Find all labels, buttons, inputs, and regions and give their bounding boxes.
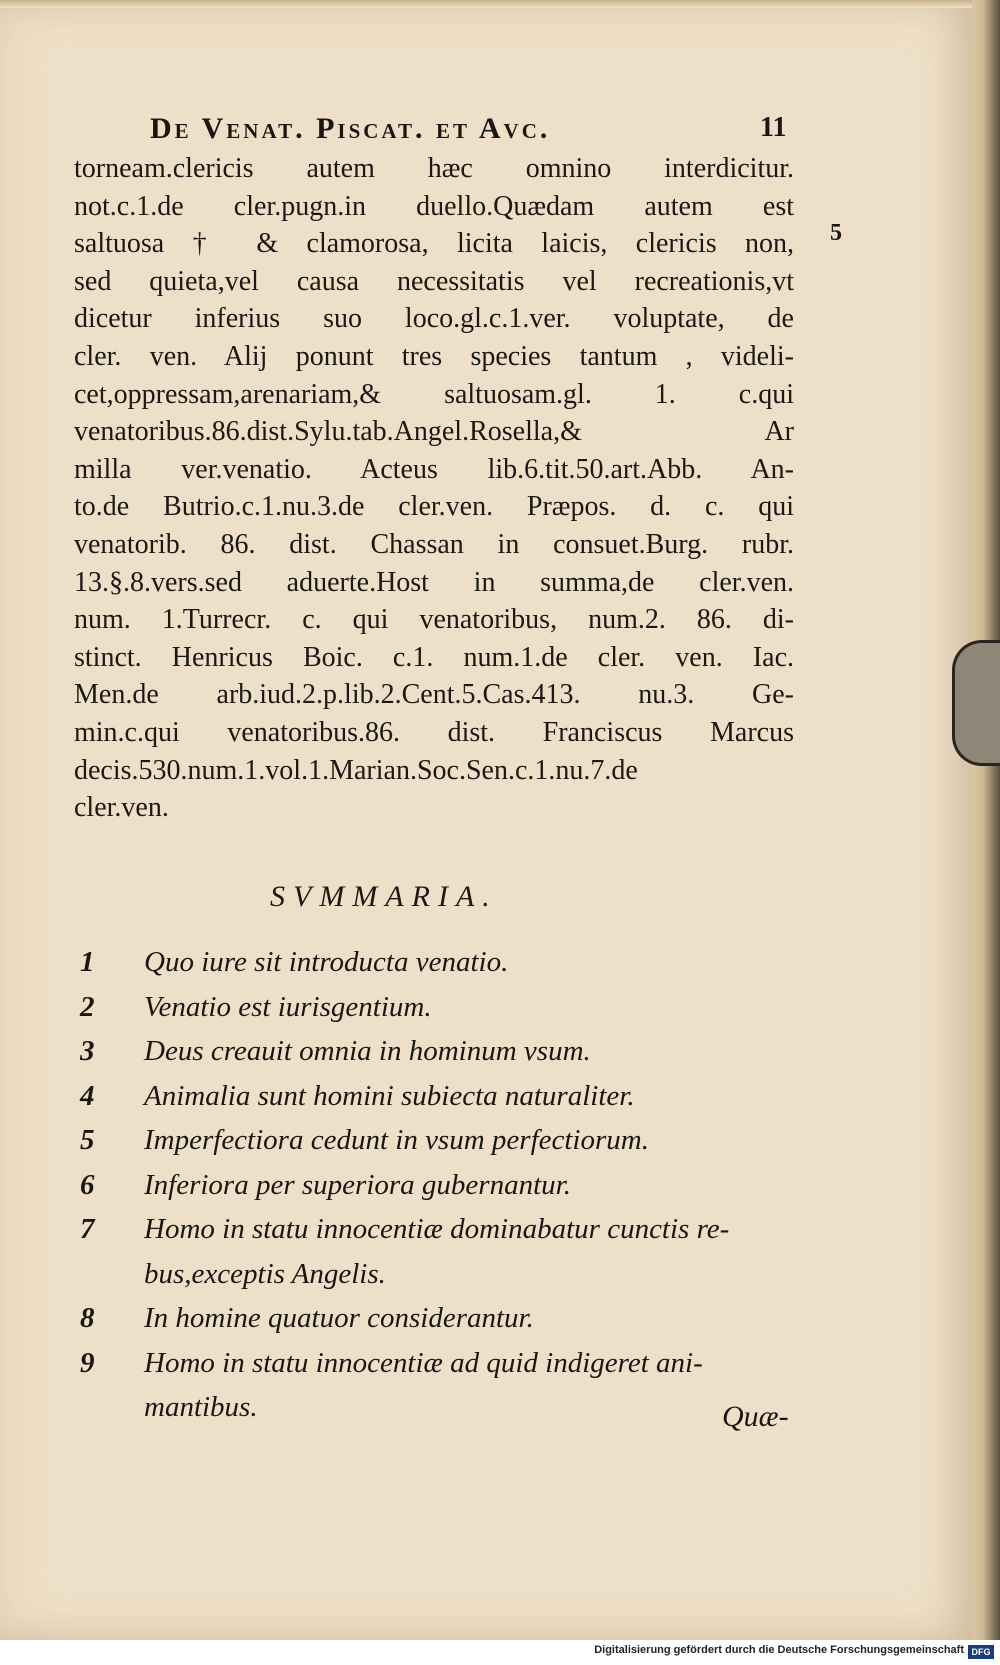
- text-line: decis.530.num.1.vol.1.Marian.Soc.Sen.c.1.nu.7.de: [74, 754, 638, 786]
- summary-item-number: 9: [80, 1346, 95, 1379]
- text-line: Men.de arb.iud.2.p.lib.2.Cent.5.Cas.413. nu.3. Ge-: [74, 679, 794, 711]
- summary-item: [80, 1207, 800, 1252]
- dfg-logo-icon: DFG: [968, 1645, 994, 1659]
- summary-item-number: 4: [80, 1079, 95, 1112]
- text-line: num. 1.Turrecr. c. qui venatoribus, num.2. 86. di-: [74, 604, 794, 636]
- summary-item-number: 6: [80, 1168, 95, 1201]
- summary-item: [80, 940, 800, 985]
- text-line: cler.ven.: [74, 792, 169, 824]
- summary-item: [80, 1074, 800, 1119]
- funding-credit: Digitalisierung gefördert durch die Deutsche Forschungsgemeinschaft: [594, 1644, 964, 1656]
- summary-item: [80, 1341, 800, 1386]
- page-fore-edge: [972, 0, 1000, 1640]
- text-line: stinct. Henricus Boic. c.1. num.1.de cler. ven. Iac.: [74, 641, 794, 673]
- summary-item-text: mantibus.: [144, 1391, 258, 1423]
- text-line: 13.§.8.vers.sed aduerte.Host in summa,de cler.ven.: [74, 566, 794, 598]
- summary-item-number: 2: [80, 990, 95, 1023]
- text-line: min.c.qui venatoribus.86. dist. Franciscus Marcus: [74, 716, 794, 748]
- summary-item: [80, 1163, 800, 1208]
- text-line: torneam.clericis autem hæc omnino interdicitur.: [74, 153, 794, 184]
- summary-item-text: Inferiora per superiora gubernantur.: [144, 1168, 571, 1201]
- summary-item-text: Imperfectiora cedunt in vsum perfectiorum.: [144, 1124, 649, 1156]
- text-line: venatorib. 86. dist. Chassan in consuet.Burg. rubr.: [74, 528, 794, 560]
- summary-item-number: 3: [80, 1035, 95, 1067]
- summary-item-text: Quo iure sit introducta venatio.: [144, 946, 509, 978]
- summary-item-text: In homine quatuor considerantur.: [144, 1302, 534, 1334]
- running-title: De Venat. Piscat. et Avc.: [150, 112, 551, 145]
- summary-heading: SVMMARIA.: [270, 880, 498, 913]
- folio-number: 11: [760, 112, 787, 143]
- marginal-note: 5: [830, 220, 842, 246]
- summary-list: [80, 940, 800, 1430]
- summary-item: [80, 1029, 800, 1074]
- text-line: saltuosa † & clamorosa, licita laicis, clericis non,: [74, 228, 794, 260]
- text-line: sed quieta,vel causa necessitatis vel recreationis,vt: [74, 265, 794, 297]
- summary-item-text: Deus creauit omnia in hominum vsum.: [144, 1035, 591, 1067]
- page-top-edge: [0, 0, 972, 8]
- summary-item: [80, 1252, 800, 1297]
- book-clasp: [952, 640, 1000, 766]
- summary-item: [80, 1296, 800, 1341]
- text-line: cet,oppressam,arenariam,& saltuosam.gl. 1. c.qui: [74, 378, 794, 410]
- text-line: milla ver.venatio. Acteus lib.6.tit.50.art.Abb. An-: [74, 453, 794, 485]
- summary-item: [80, 1385, 800, 1430]
- summary-item-number: 7: [80, 1213, 95, 1245]
- summary-item-text: bus,exceptis Angelis.: [144, 1257, 386, 1290]
- text-line: cler. ven. Alij ponunt tres species tantum , videli-: [74, 340, 794, 372]
- summary-item-text: Homo in statu innocentiæ ad quid indigeret ani-: [144, 1346, 703, 1379]
- main-text-block: [74, 150, 794, 827]
- summary-item-text: Venatio est iurisgentium.: [144, 990, 432, 1023]
- summary-item-text: Animalia sunt homini subiecta naturaliter.: [144, 1079, 635, 1112]
- text-line: venatoribus.86.dist.Sylu.tab.Angel.Rosella,& Ar: [74, 416, 794, 448]
- summary-item: [80, 1118, 800, 1163]
- summary-item-number: 5: [80, 1124, 95, 1156]
- catchword: Quæ-: [722, 1400, 789, 1433]
- summary-item-number: 8: [80, 1302, 95, 1334]
- text-line: dicetur inferius suo loco.gl.c.1.ver. voluptate, de: [74, 303, 794, 335]
- text-line: not.c.1.de cler.pugn.in duello.Quædam autem est: [74, 190, 794, 222]
- text-line: to.de Butrio.c.1.nu.3.de cler.ven. Præpos. d. c. qui: [74, 491, 794, 523]
- digitization-footer: [0, 1640, 1000, 1665]
- summary-item-number: 1: [80, 946, 95, 978]
- summary-item: [80, 985, 800, 1030]
- summary-item-text: Homo in statu innocentiæ dominabatur cunctis re-: [144, 1213, 730, 1245]
